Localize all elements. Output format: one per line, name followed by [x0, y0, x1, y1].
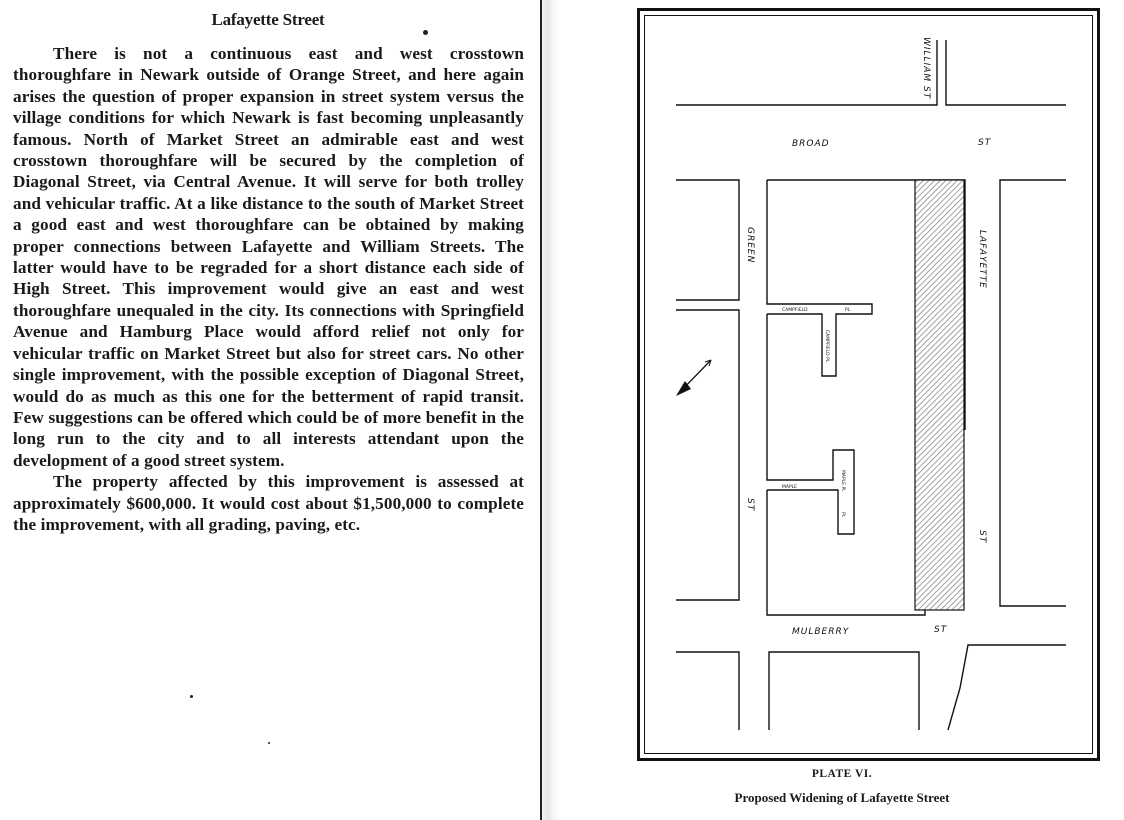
central-block-middle	[767, 314, 854, 534]
label-william-st: WILLIAM ST	[921, 37, 931, 100]
label-green: GREEN	[745, 227, 755, 264]
paragraph-1: There is not a continuous east and west crosstown thoroughfare in Newark outside of Orange Street, and here again arises the question of proper expansion in street system versus the village conditions for which Newark is fast becoming unpleasantly famous. North of Market Street an admirable east and west crosstown thoroughfare will be secured by the completion of Diagonal Street, via Central Avenue. It will serve for both trolley and vehicular traffic. At a like distance to the south of Market Street a good east and west thoroughfare can be obtained by making proper connections between Lafayette and William Streets. The latter would have to be regraded for a short distance each side of High Street. This improvement would give an east and west thoroughfare unequaled in the city. Its connections with Springfield Avenue and Hamburg Place would afford relief not only for vehicular traffic on Market Street but also for street cars. No other single improvement, with the possible exception of Diagonal Street, would do as much as this one for the betterment of rapid transit. Few suggestions can be offered which could be of more benefit in the long run to the city and to all interests attendant upon the development of a good street system.	[13, 44, 524, 470]
north-arrow-icon	[676, 360, 711, 396]
block-right	[1000, 180, 1066, 606]
label-broad-st: ST	[978, 138, 992, 148]
label-green-st: ST	[745, 498, 755, 512]
ink-speck	[190, 695, 193, 698]
label-lafayette-st: ST	[977, 530, 987, 544]
page-gutter	[536, 0, 560, 820]
page-heading: Lafayette Street	[211, 10, 325, 29]
block-left-upper	[676, 180, 739, 300]
label-maple-place: MAPLE PL	[840, 470, 845, 492]
right-page	[560, 0, 1124, 820]
block-bottom-middle	[769, 652, 919, 730]
plate-number: PLATE VI.	[811, 768, 873, 780]
block-left-lower	[676, 310, 739, 600]
central-block-outline	[767, 180, 872, 376]
label-campfield-place: CAMPFIELD PL	[824, 330, 829, 363]
label-campfield-pl: PL	[845, 308, 851, 313]
widening-strip	[915, 180, 964, 610]
label-lafayette: LAFAYETTE	[977, 230, 987, 289]
block-bottom-right	[948, 645, 1066, 730]
plate-title: Proposed Widening of Lafayette Street	[734, 790, 950, 805]
left-page	[0, 0, 536, 820]
body-text	[13, 43, 524, 535]
paragraph-2: The property affected by this improvement is assessed at approximately $600,000. It would cost about $1,500,000 to complete the improvement, with all grading, paving, etc.	[13, 472, 524, 534]
label-campfield: CAMPFIELD	[782, 308, 808, 313]
block-top-right	[946, 40, 1066, 105]
label-maple-pl: PL	[840, 512, 845, 518]
label-broad: BROAD	[792, 139, 830, 149]
label-mulberry: MULBERRY	[792, 627, 850, 637]
central-block-lower	[767, 180, 925, 615]
block-top-left	[676, 40, 937, 105]
ink-speck	[423, 30, 428, 35]
ink-speck	[268, 742, 270, 744]
label-mulberry-st: ST	[934, 625, 948, 635]
label-maple: MAPLE	[782, 485, 798, 490]
block-bottom-left	[676, 652, 739, 730]
street-map	[560, 0, 1124, 770]
